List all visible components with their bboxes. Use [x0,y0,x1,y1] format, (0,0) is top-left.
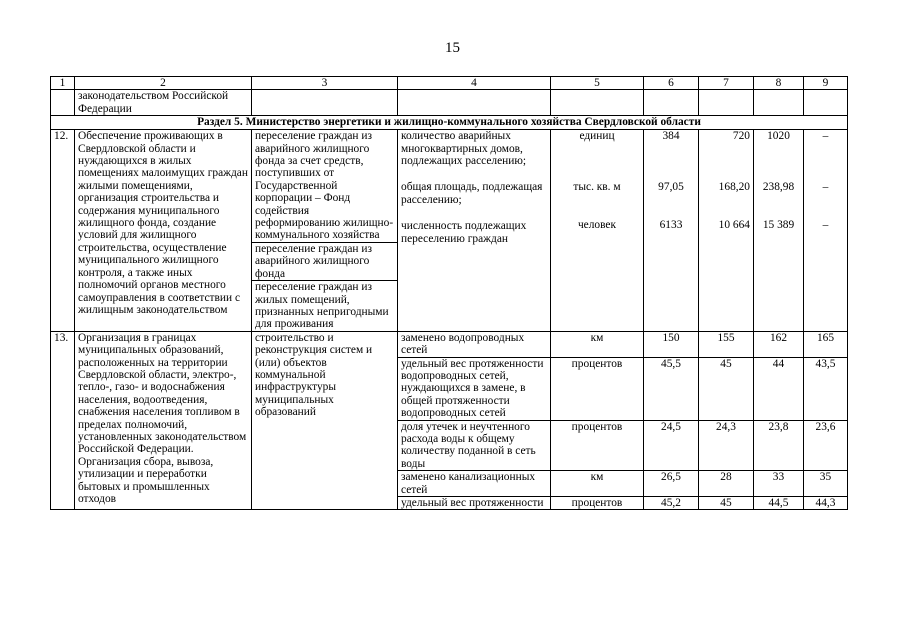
column-header-row [51,77,848,90]
unit: тыс. кв. м [573,180,621,193]
activity: переселение граждан из жилых помещений, признанных непригодными для проживания [252,281,398,332]
col-header: 4 [398,77,551,90]
col-header: 8 [754,77,804,90]
value-cell: 720 168,20 10 664 [699,130,754,332]
indicator: доля утечек и неучтенного расхода воды к общему количеству поданной в сеть воды [398,420,551,471]
unit: км [551,471,644,497]
value-cell: 165 [804,331,848,357]
section-row [51,116,848,130]
indicator: численность подлежащих переселению граждан [401,220,527,245]
continuation-row [51,90,848,116]
value-cell: 24,3 [699,420,754,471]
col-header: 6 [644,77,699,90]
value-cell: 1020 238,98 15 389 [754,130,804,332]
value-cell: 33 [754,471,804,497]
col-header: 9 [804,77,848,90]
col-header: 3 [252,77,398,90]
page-number: 15 [445,40,460,56]
indicator: заменено водопроводных сетей [398,331,551,357]
value-cell: – – – [804,130,848,332]
unit: человек [577,219,617,232]
task-name: Организация в границах муниципальных образований, расположенных на территории Свердловской области, электро-, тепло-, газо- и водоснабжения населения, водоотведения, снабжения населения топливом в пределах полномочий, установленных законодательством Российской Федерации. Организация сбора, вывоза, утилизации и переработки бытовых и промышленных отходов [75,331,252,510]
value-cell: 43,5 [804,357,848,420]
value-cell: 44,3 [804,497,848,510]
col-header: 1 [51,77,75,90]
col-header: 7 [699,77,754,90]
activity: строительство и реконструкция систем и (или) объектов коммунальной инфраструктуры муниципальных образований [252,331,398,510]
unit: процентов [551,357,644,420]
value-cell: 26,5 [644,471,699,497]
task-name: Обеспечение проживающих в Свердловской области и нуждающихся в жилых помещениях малоимущих граждан жилыми помещениями, организация строительства и содержания муниципального жилищного фонда, создание условий для жилищного строительства, осуществление муниципального жилищного контроля, а также иных полномочий органов местного самоуправления в соответствии с жилищным законодательством [75,130,252,332]
unit: км [551,331,644,357]
indicators-cell [398,130,551,332]
value-cell: 150 [644,331,699,357]
unit: процентов [551,420,644,471]
program-table [50,76,848,510]
value-cell: 155 [699,331,754,357]
indicator: удельный вес протяженности [398,497,551,510]
value-cell: 23,8 [754,420,804,471]
indicator: удельный вес протяженности водопроводных сетей, нуждающихся в замене, в общей протяженности водопроводных сетей [398,357,551,420]
indicator: общая площадь, подлежащая расселению; [401,181,543,206]
value-cell: 35 [804,471,848,497]
table-row [51,331,848,357]
activity: переселение граждан из аварийного жилищного фонда за счет средств, поступивших от Государственной корпорации – Фонд содействия реформированию жилищно-коммунального хозяйства [252,130,398,243]
value-cell: 45 [699,497,754,510]
indicator: заменено канализационных сетей [398,471,551,497]
table-row [51,130,848,243]
col-header: 2 [75,77,252,90]
value-cell: 44,5 [754,497,804,510]
value-cell: 384 97,05 6133 [644,130,699,332]
value-cell: 44 [754,357,804,420]
row-number: 13. [51,331,75,510]
unit: процентов [551,497,644,510]
value-cell: 162 [754,331,804,357]
value-cell: 28 [699,471,754,497]
value-cell: 23,6 [804,420,848,471]
continuation-text: законодательством Российской Федерации [75,90,252,116]
units-cell [551,130,644,332]
col-header: 5 [551,77,644,90]
unit: единиц [579,130,615,143]
value-cell: 45,2 [644,497,699,510]
section-title: Раздел 5. Министерство энергетики и жилищно-коммунального хозяйства Свердловской области [51,116,848,130]
value-cell: 45,5 [644,357,699,420]
row-number: 12. [51,130,75,332]
value-cell: 24,5 [644,420,699,471]
activity: переселение граждан из аварийного жилищного фонда [252,242,398,280]
indicator: количество аварийных многоквартирных домов, подлежащих расселению; [401,130,526,168]
value-cell: 45 [699,357,754,420]
